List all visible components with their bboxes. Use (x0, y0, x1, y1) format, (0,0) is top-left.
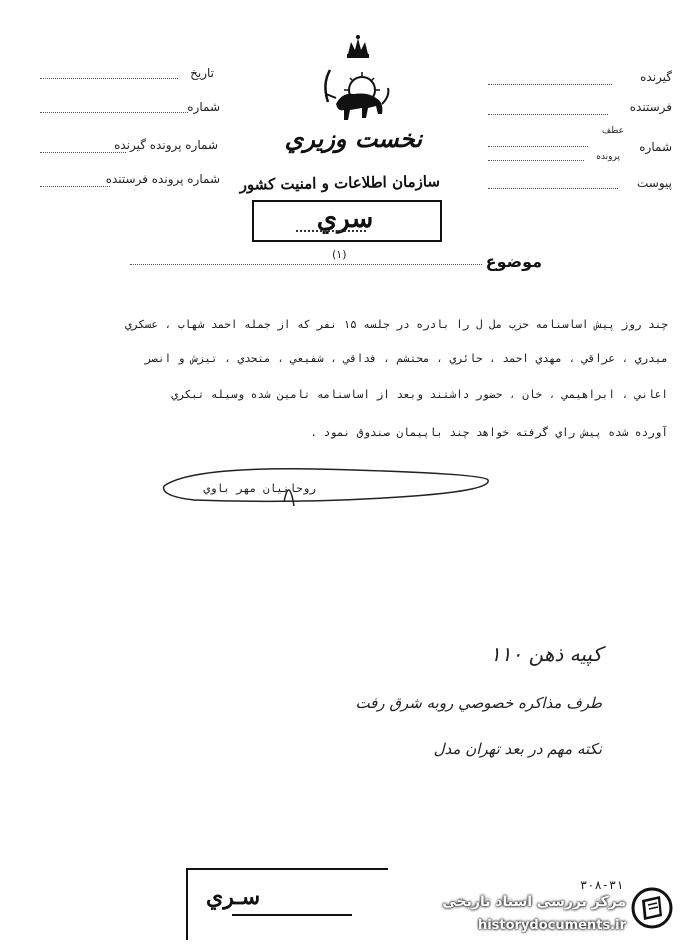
number-label-right: شماره (639, 140, 672, 154)
body-line-3: اعاني ، ابراهيمي ، خان ، حضور داشتند وبعد از اساسنامه تامين شده وسيله تبكري (171, 388, 668, 401)
receiver-label: گيرنده (640, 70, 672, 84)
receiver-file-field-line[interactable] (40, 152, 126, 153)
handwritten-note-line-2: طرف مذاكره خصوصي روبه شرق رفت (355, 694, 602, 712)
receiver-field-line[interactable] (488, 84, 612, 85)
lion-and-sun-emblem-icon (318, 32, 396, 132)
number-field-line-right-bottom[interactable] (488, 160, 584, 161)
watermark-logo-icon (630, 886, 674, 930)
attachment-field-line[interactable] (488, 188, 618, 189)
sender-label: فرستنده (629, 100, 672, 114)
body-line-1: چند روز پيش اساسنامه حزب مل ل را بادره در جلسه ۱۵ نفر كه از جمله احمد شهاب ، عسكري (124, 318, 668, 331)
sender-file-field-line[interactable] (40, 186, 110, 187)
subject-line[interactable] (130, 264, 482, 265)
handwritten-note-line-3: نكته مهم در بعد تهران مدل (433, 740, 602, 758)
number-label-left: شماره (187, 100, 220, 114)
organization-stamp: سازمان اطلاعات و امنيت كشور (239, 172, 441, 194)
watermark-url: historydocuments.ir (477, 918, 626, 933)
watermark-title: مرکز بررسی اسناد تاریخی (442, 894, 626, 910)
body-line-4: آورده شده پيش راي گرفته خواهد چند باپيمان صندوق نمود . (310, 426, 668, 439)
signature-text: روحانيان مهر باوي (203, 482, 316, 495)
receiver-file-label: شماره پرونده گيرنده (114, 138, 218, 152)
parvandeh-label: پرونده (596, 152, 620, 162)
document-code: ۳۰۸-۳۱ (580, 878, 624, 892)
number-field-line-left[interactable] (40, 112, 188, 113)
handwritten-note-line-1: كپيه ذهن ۱۱۰ (490, 642, 602, 666)
body-line-2: ميدري ، عراقي ، مهدي احمد ، حائري ، محتشم ، فداقي ، شفيعي ، متحدي ، تيزش و انصر (144, 352, 668, 365)
bottom-stamp-underline (232, 914, 352, 916)
sender-file-label: شماره پرونده فرستنده (105, 172, 220, 186)
date-label: تاريخ (190, 66, 214, 80)
date-field-line[interactable] (40, 78, 178, 79)
classification-number-dots (296, 230, 366, 232)
attachment-label: پيوست (637, 176, 672, 190)
bottom-stamp-text: سـري (206, 884, 261, 910)
sender-field-line[interactable] (488, 114, 608, 115)
classification-stamp: سري (316, 204, 374, 234)
subject-label: موضوع (485, 252, 542, 271)
number-field-line-right-top[interactable] (488, 146, 588, 147)
ministry-title: نخست وزيري (284, 124, 422, 153)
atf-label: عطف (601, 126, 624, 136)
small-number: (۱) (332, 248, 347, 261)
